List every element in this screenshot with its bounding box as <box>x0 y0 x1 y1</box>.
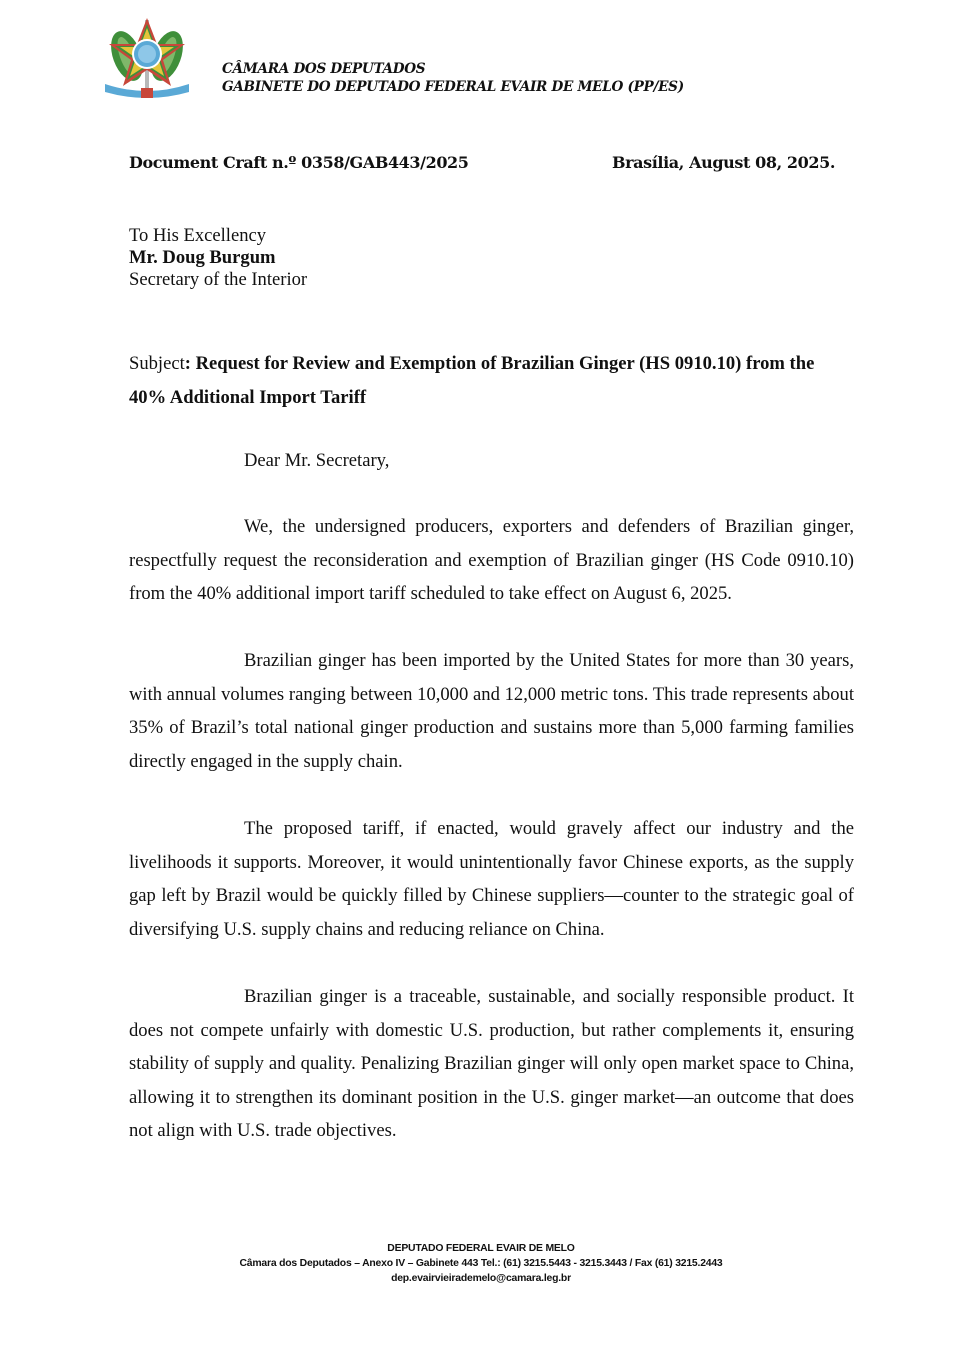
salutation: Dear Mr. Secretary, <box>244 450 390 471</box>
footer-address: Câmara dos Deputados – Anexo IV – Gabinete 443 Tel.: (61) 3215.5443 - 3215.3443 / Fax (61) 3215.2443 <box>239 1258 723 1269</box>
document-reference: Document Craft n.º 0358/GAB443/2025 <box>129 153 469 172</box>
footer <box>0 1241 962 1286</box>
brazil-coat-of-arms-icon <box>97 14 197 100</box>
body-paragraph-2: Brazilian ginger has been imported by the United States for more than 30 years, with annual volumes ranging between 10,000 and 12,000 metric tons. This trade represents about 35% of Brazil’s total national ginger production and sustains more than 5,000 farming families directly engaged in the supply chain. <box>129 650 854 772</box>
addressee-name: Mr. Doug Burgum <box>129 247 276 268</box>
body-paragraph-3: The proposed tariff, if enacted, would gravely affect our industry and the livelihoods it supports. Moreover, it would unintentionally favor Chinese exports, as the supply gap left by Brazil would be quickly filled by Chinese suppliers—counter to the strategic goal of diversifying U.S. supply chains and reducing reliance on China. <box>129 818 854 940</box>
letterhead-text <box>222 60 684 96</box>
body-paragraph-4: Brazilian ginger is a traceable, sustainable, and socially responsible product. It does not compete unfairly with domestic U.S. production, but rather complements it, ensuring stability of supply and quality. Penalizing Brazilian ginger will only open market space to China, allowing it to strengthen its dominant position in the U.S. ginger market—an outcome that does not align with U.S. trade objectives. <box>129 986 854 1141</box>
place-date: Brasília, August 08, 2025. <box>612 153 836 172</box>
institution-name: CÂMARA DOS DEPUTADOS <box>222 61 426 77</box>
addressee-title: Secretary of the Interior <box>129 269 308 290</box>
addressee-block <box>129 225 307 291</box>
body-paragraph-1: We, the undersigned producers, exporters and defenders of Brazilian ginger, respectfully request the reconsideration and exemption of Brazilian ginger (HS Code 0910.10) from the 40% additional import tariff scheduled to take effect on August 6, 2025. <box>129 516 854 604</box>
office-name: GABINETE DO DEPUTADO FEDERAL EVAIR DE MELO (PP/ES) <box>222 79 684 95</box>
subject-label: Subject <box>129 353 185 374</box>
subject-line <box>129 347 854 414</box>
footer-email: dep.evairvieirademelo@camara.leg.br <box>391 1273 571 1284</box>
addressee-salutation-line: To His Excellency <box>129 225 267 246</box>
footer-name: DEPUTADO FEDERAL EVAIR DE MELO <box>387 1243 575 1254</box>
subject-text: : Request for Review and Exemption of Brazilian Ginger (HS 0910.10) from the 40% Additional Import Tariff <box>129 353 815 408</box>
